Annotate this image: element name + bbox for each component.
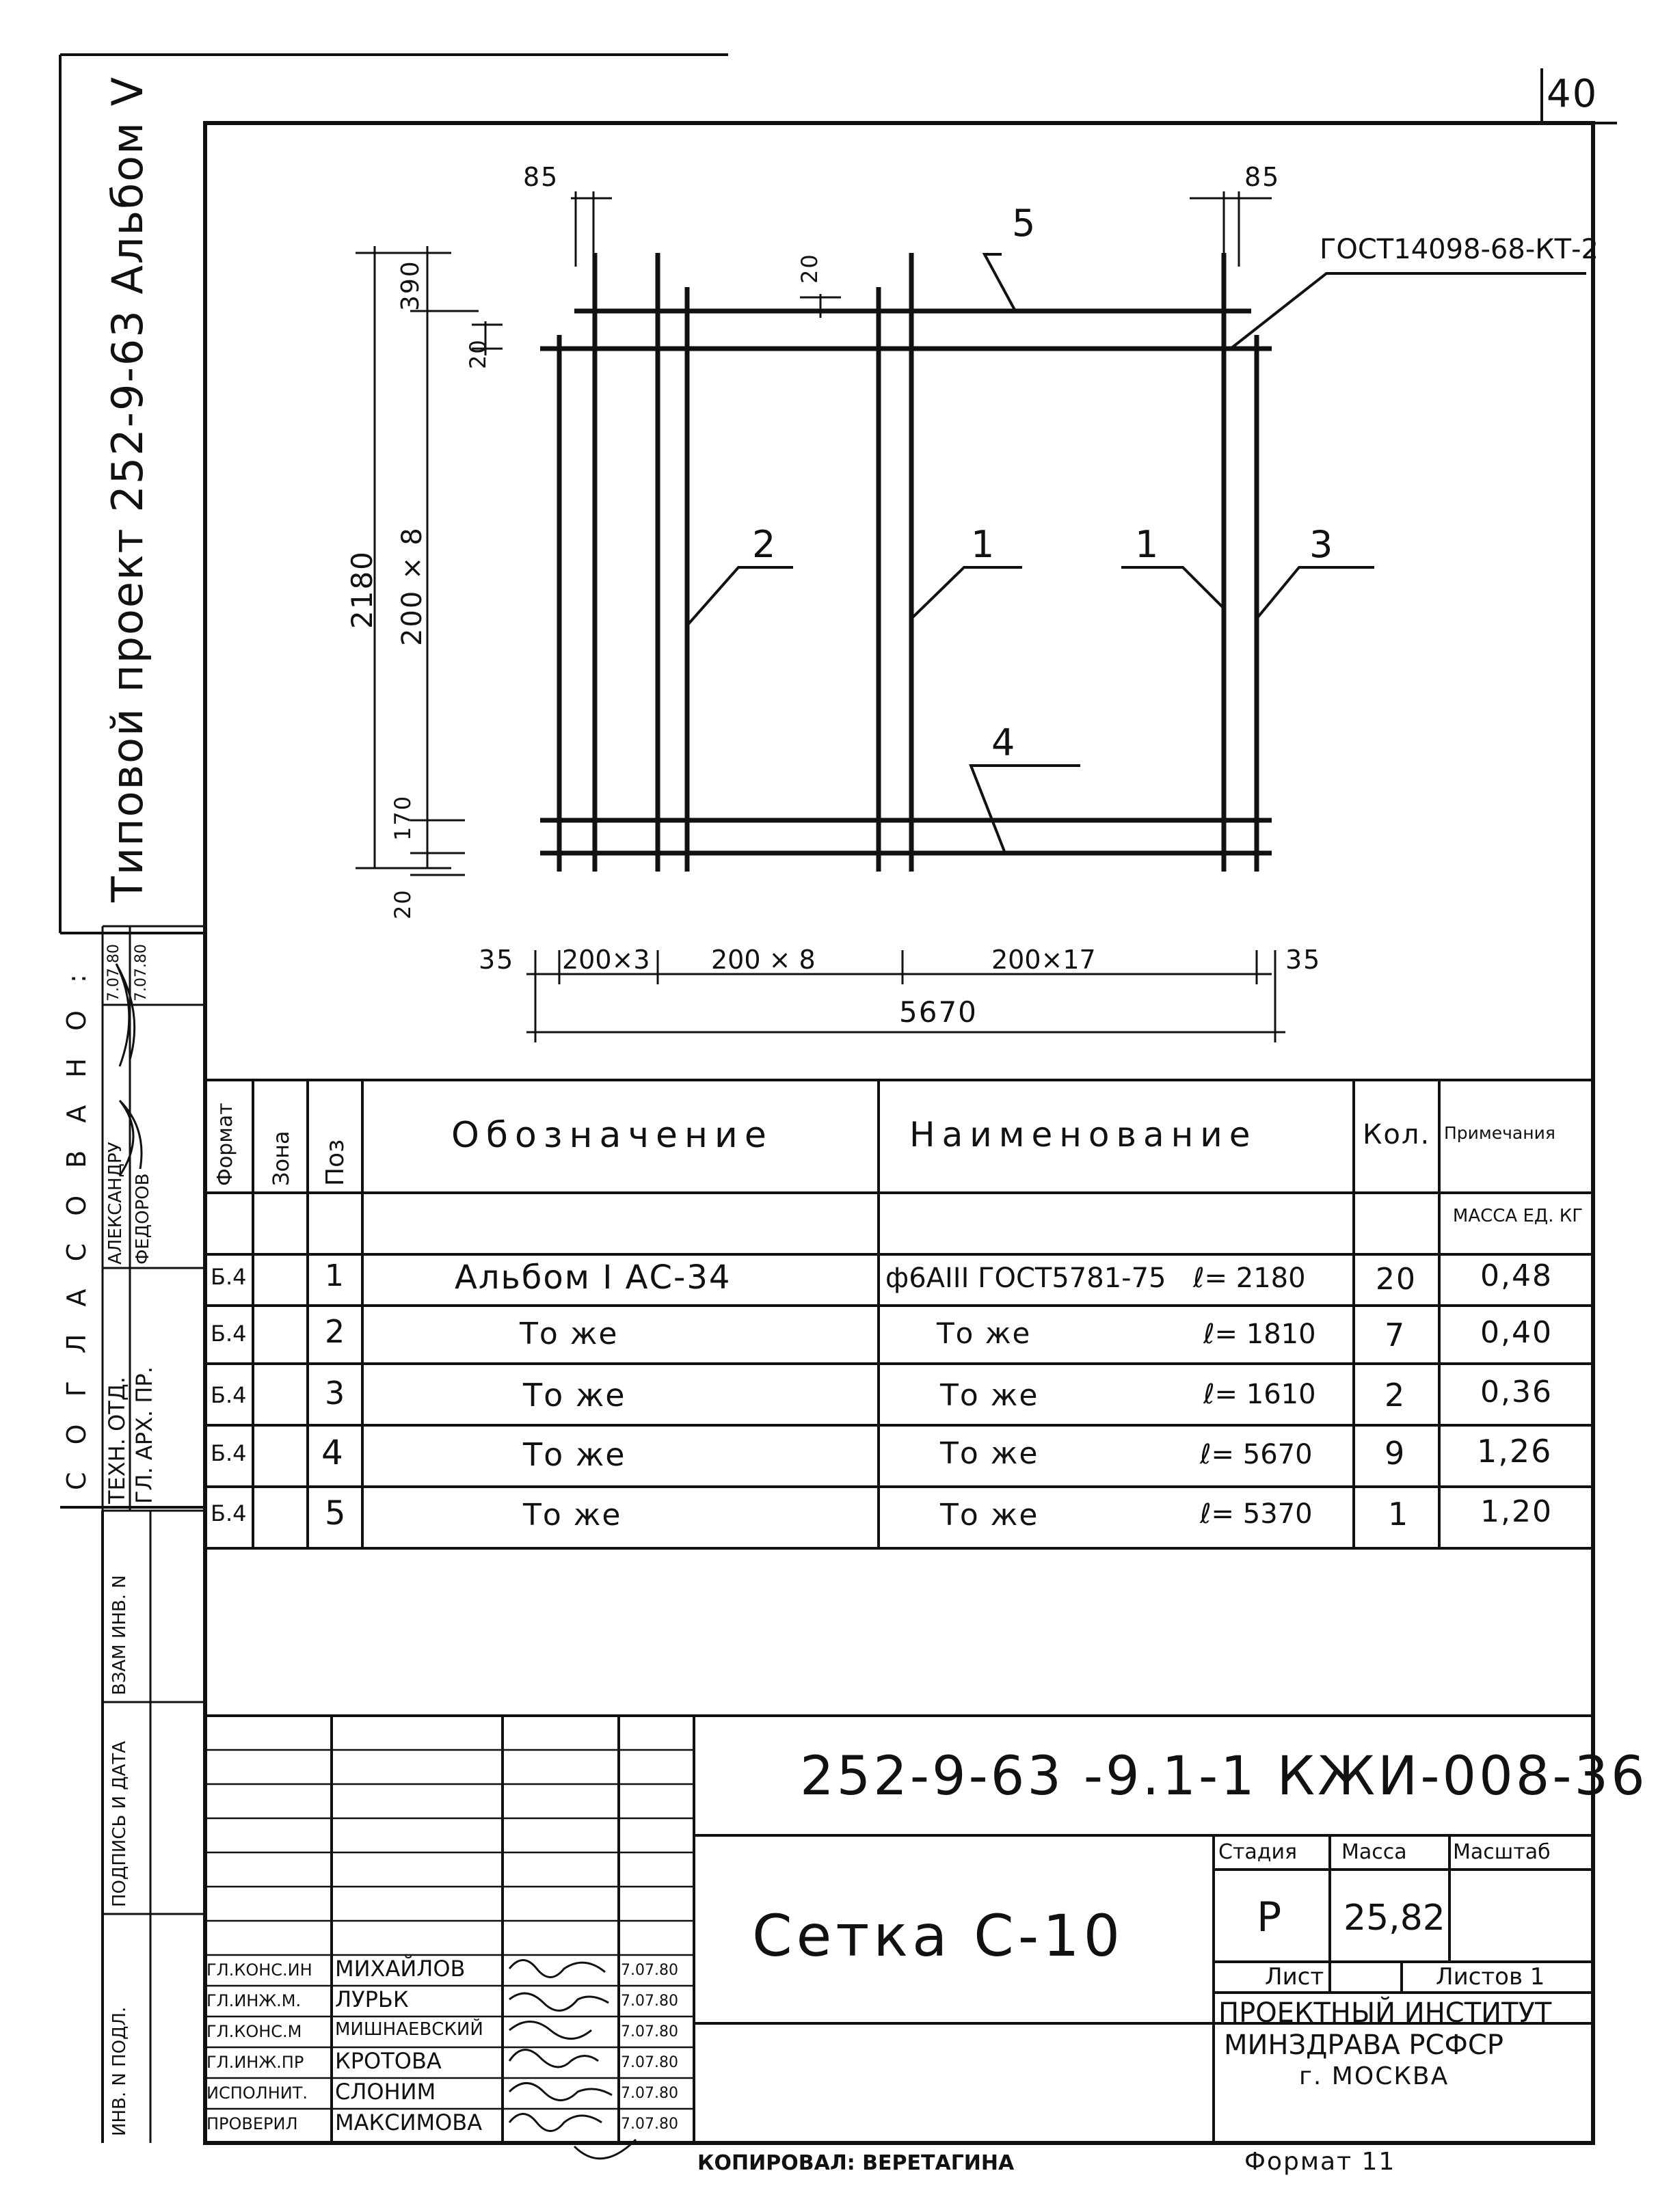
sign-date-6: 7.07.80 — [621, 2116, 678, 2133]
sign-role-1: ГЛ.КОНС.ИН — [206, 1960, 312, 1980]
row-name: То же — [940, 1436, 1039, 1471]
format-label: Формат 11 — [1244, 2148, 1396, 2176]
sign-name-3: МИШНАЕВСКИЙ — [335, 2019, 483, 2040]
approval-role-1: ТЕХН. ОТД. — [104, 1377, 130, 1504]
row-qty: 20 — [1376, 1262, 1417, 1297]
row-length: ℓ= 1610 — [1203, 1379, 1316, 1410]
row-pos: 4 — [321, 1433, 345, 1472]
sign-name-2: ЛУРЬК — [335, 1986, 409, 2012]
row-qty: 2 — [1385, 1377, 1406, 1414]
stamp-original-inv: ИНВ. N ПОДЛ. — [109, 2006, 130, 2136]
dim-2180: 2180 — [345, 550, 379, 629]
sheet-number: 40 — [1547, 72, 1599, 116]
sign-date-2: 7.07.80 — [621, 1993, 678, 2010]
org-line-2: МИНЗДРАВА РСФСР — [1224, 2029, 1503, 2061]
sign-name-6: МАКСИМОВА — [335, 2109, 483, 2135]
header-qty: Кол. — [1363, 1119, 1431, 1150]
sign-role-5: ИСПОЛНИТ. — [206, 2083, 308, 2103]
sheet-label: Лист — [1265, 1963, 1324, 1991]
position-label-5: 5 — [1012, 202, 1037, 245]
row-qty: 7 — [1385, 1317, 1406, 1353]
row-designation: То же — [523, 1436, 626, 1473]
approval-date-2: 7.07.80 — [133, 944, 150, 1001]
stage-label: Стадия — [1218, 1840, 1298, 1864]
sign-date-4: 7.07.80 — [621, 2054, 678, 2071]
sign-role-3: ГЛ.КОНС.М — [206, 2022, 302, 2041]
sign-date-5: 7.07.80 — [621, 2085, 678, 2102]
org-line-1: ПРОЕКТНЫЙ ИНСТИТУТ — [1218, 1997, 1552, 2029]
row-length: ℓ= 1810 — [1203, 1319, 1316, 1350]
mass-label: Масса — [1341, 1840, 1407, 1864]
dim-20-bottom: 20 — [390, 889, 416, 919]
row-pos: 5 — [325, 1494, 347, 1533]
sign-name-4: КРОТОВА — [335, 2048, 442, 2074]
org-line-3: г. МОСКВА — [1299, 2062, 1449, 2090]
header-notes: Примечания — [1444, 1123, 1555, 1143]
row-designation: То же — [523, 1498, 622, 1533]
sign-date-1: 7.07.80 — [621, 1962, 678, 1979]
row-mass: 1,26 — [1477, 1433, 1553, 1470]
sign-name-5: СЛОНИМ — [335, 2079, 436, 2105]
copied-by: КОПИРОВАЛ: ВЕРЕТАГИНА — [697, 2151, 1015, 2175]
row-name: То же — [940, 1498, 1039, 1533]
row-name: То же — [940, 1378, 1039, 1413]
row-mass: 0,40 — [1480, 1315, 1553, 1350]
dim-35-left: 35 — [479, 945, 515, 975]
gost-label: ГОСТ14098-68-КТ-2 — [1320, 234, 1599, 265]
dim-85-left: 85 — [523, 162, 559, 192]
stage-value: Р — [1257, 1893, 1283, 1941]
side-project-title: Типовой проект 252-9-63 Альбом V — [103, 75, 152, 902]
dim-85-right: 85 — [1244, 162, 1281, 192]
header-pos: Поз — [321, 1139, 349, 1186]
stamp-replace-inv: ВЗАМ ИНВ. N — [109, 1575, 130, 1695]
row-pos: 3 — [325, 1375, 347, 1412]
row-designation: Альбом I АС-34 — [455, 1258, 732, 1297]
row-length: ℓ= 2180 — [1193, 1263, 1306, 1294]
sign-date-3: 7.07.80 — [621, 2023, 678, 2040]
row-format: Б.4 — [211, 1500, 247, 1526]
row-pos: 2 — [325, 1313, 347, 1350]
header-zone: Зона — [268, 1131, 294, 1186]
sign-role-6: ПРОВЕРИЛ — [206, 2114, 298, 2133]
row-designation: То же — [520, 1317, 619, 1351]
header-mass-unit: МАССА ЕД. КГ — [1452, 1206, 1583, 1226]
position-label-1a: 1 — [971, 523, 996, 566]
row-name: То же — [937, 1317, 1032, 1350]
row-mass: 0,36 — [1480, 1375, 1553, 1410]
sign-role-2: ГЛ.ИНЖ.М. — [206, 1991, 302, 2010]
sign-role-4: ГЛ.ИНЖ.ПР — [206, 2053, 304, 2072]
dim-390: 390 — [397, 260, 425, 311]
dim-35-right: 35 — [1285, 945, 1322, 975]
position-label-1b: 1 — [1135, 523, 1160, 566]
row-pos: 1 — [325, 1258, 345, 1293]
position-label-4: 4 — [991, 721, 1017, 764]
row-mass: 0,48 — [1480, 1258, 1553, 1293]
approval-date-1: 7.07.80 — [105, 944, 122, 1001]
dim-200x8-vertical: 200 × 8 — [397, 526, 428, 646]
dim-20-upper: 20 — [465, 338, 491, 369]
row-length: ℓ= 5370 — [1200, 1498, 1313, 1530]
approval-role-2: ГЛ. АРХ. ПР. — [131, 1366, 157, 1504]
row-name: ф6АIII ГОСТ5781-75 — [885, 1263, 1166, 1294]
row-format: Б.4 — [211, 1440, 247, 1466]
row-format: Б.4 — [211, 1264, 247, 1290]
approval-name-1: АЛЕКСАНДРУ — [105, 1142, 126, 1265]
dim-20-top: 20 — [797, 253, 823, 284]
dim-170: 170 — [390, 794, 416, 841]
stamp-signature-date: ПОДПИСЬ И ДАТА — [109, 1740, 130, 1907]
header-designation: Обозначение — [451, 1115, 773, 1156]
position-label-2: 2 — [752, 523, 777, 566]
approval-title: С О Г Л А С О В А Н О : — [62, 965, 92, 1490]
document-code: 252-9-63 -9.1-1 КЖИ-008-36 — [800, 1746, 1648, 1807]
header-name: Наименование — [909, 1115, 1257, 1155]
row-qty: 9 — [1385, 1435, 1406, 1472]
approval-name-2: ФЕДОРОВ — [133, 1173, 153, 1265]
dim-200x8-horizontal: 200 × 8 — [711, 945, 816, 975]
dim-200x3: 200×3 — [562, 945, 650, 975]
dim-200x17: 200×17 — [991, 945, 1096, 975]
row-mass: 1,20 — [1480, 1494, 1553, 1529]
row-qty: 1 — [1388, 1496, 1410, 1533]
dim-5670: 5670 — [899, 995, 978, 1029]
row-format: Б.4 — [211, 1382, 247, 1408]
mass-value: 25,82 — [1344, 1898, 1445, 1939]
sign-name-1: МИХАЙЛОВ — [335, 1956, 466, 1982]
row-format: Б.4 — [211, 1321, 247, 1347]
position-label-3: 3 — [1309, 523, 1335, 566]
sheets-label: Листов 1 — [1436, 1963, 1545, 1991]
row-length: ℓ= 5670 — [1200, 1439, 1313, 1470]
header-format: Формат — [213, 1103, 237, 1186]
row-designation: То же — [523, 1377, 626, 1414]
scale-label: Масштаб — [1453, 1840, 1551, 1864]
item-title: Сетка С-10 — [752, 1902, 1125, 1969]
